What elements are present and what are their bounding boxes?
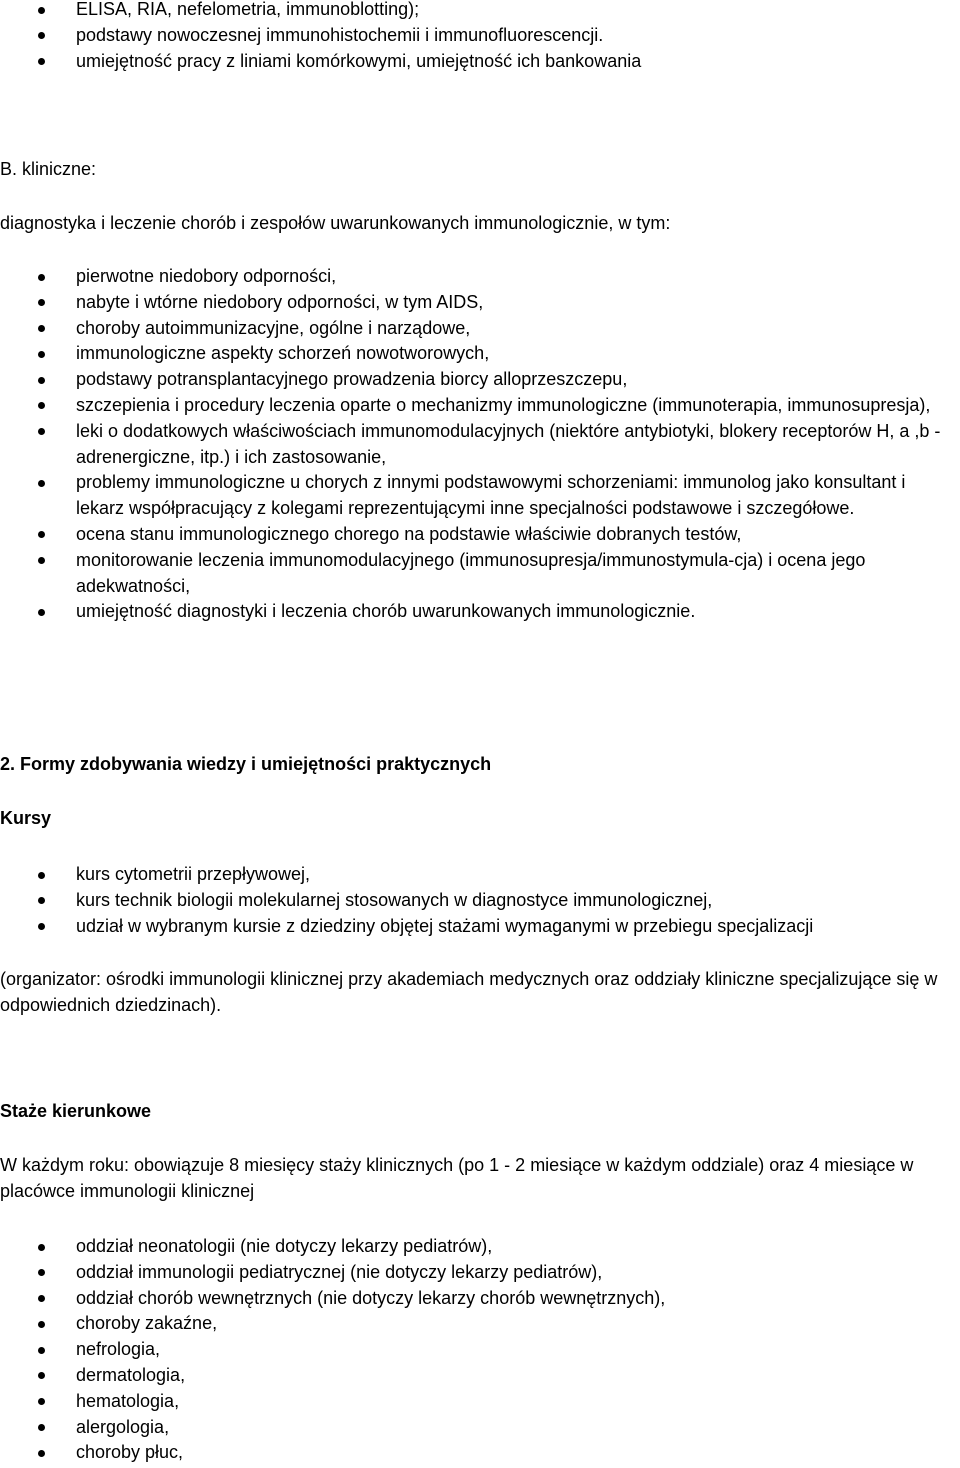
top-bullet-list <box>0 0 958 74</box>
list-item: udział w wybranym kursie z dziedziny objętej stażami wymaganymi w przebiegu specjalizacji <box>0 914 958 940</box>
section-b-bullet-list <box>0 264 958 625</box>
list-item: kurs technik biologii molekularnej stosowanych w diagnostyce immunologicznej, <box>0 888 958 914</box>
list-item: alergologia, <box>0 1415 958 1441</box>
staze-intro-block <box>0 1153 958 1205</box>
list-item: umiejętność pracy z liniami komórkowymi, umiejętność ich bankowania <box>0 49 958 75</box>
top-list-block <box>0 0 958 74</box>
list-item: leki o dodatkowych właściwościach immunomodulacyjnych (niektóre antybiotyki, blokery receptorów H, a ,b - adrenergiczne, itp.) i ich zastosowanie, <box>0 419 958 471</box>
list-item: problemy immunologiczne u chorych z innymi podstawowymi schorzeniami: immunolog jako konsultant i lekarz współpracujący z kolegami reprezentującymi inne specjalności podstawowe i szczegółowe. <box>0 470 958 522</box>
list-item: podstawy potransplantacyjnego prowadzenia biorcy alloprzeszczepu, <box>0 367 958 393</box>
list-item: choroby zakaźne, <box>0 1311 958 1337</box>
list-item: oddział neonatologii (nie dotyczy lekarzy pediatrów), <box>0 1234 958 1260</box>
section-b-heading: B. kliniczne: <box>0 159 97 179</box>
kursy-heading: Kursy <box>0 808 52 828</box>
staze-intro: W każdym roku: obowiązuje 8 miesięcy staży klinicznych (po 1 - 2 miesiące w każdym oddziale) oraz 4 miesiące w placówce immunologii klinicznej <box>0 1155 914 1201</box>
list-item: umiejętność diagnostyki i leczenia chorób uwarunkowanych immunologicznie. <box>0 599 958 625</box>
section-2-heading-block <box>0 752 958 778</box>
staze-heading-block <box>0 1099 958 1125</box>
section-b-intro-block <box>0 211 958 237</box>
staze-heading: Staże kierunkowe <box>0 1101 152 1121</box>
list-item: monitorowanie leczenia immunomodulacyjnego (immunosupresja/immunostymula-cja) i ocena jego adekwatności, <box>0 548 958 600</box>
section-b-list-block <box>0 264 958 625</box>
list-item: szczepienia i procedury leczenia oparte o mechanizmy immunologiczne (immunoterapia, immunosupresja), <box>0 393 958 419</box>
staze-bullet-list <box>0 1234 958 1466</box>
list-item: dermatologia, <box>0 1363 958 1389</box>
section-2-heading: 2. Formy zdobywania wiedzy i umiejętności praktycznych <box>0 754 492 774</box>
section-b-intro: diagnostyka i leczenie chorób i zespołów uwarunkowanych immunologicznie, w tym: <box>0 213 671 233</box>
staze-list-block <box>0 1234 958 1466</box>
list-item: podstawy nowoczesnej immunohistochemii i immunofluorescencji. <box>0 23 958 49</box>
list-item: nabyte i wtórne niedobory odporności, w tym AIDS, <box>0 290 958 316</box>
list-item: ELISA, RIA, nefelometria, immunoblotting); <box>0 0 958 23</box>
list-item: ocena stanu immunologicznego chorego na podstawie właściwie dobranych testów, <box>0 522 958 548</box>
section-b-heading-block <box>0 157 958 183</box>
kursy-list-block <box>0 862 958 939</box>
list-item: pierwotne niedobory odporności, <box>0 264 958 290</box>
list-item: hematologia, <box>0 1389 958 1415</box>
list-item: kurs cytometrii przepływowej, <box>0 862 958 888</box>
kursy-bullet-list <box>0 862 958 939</box>
list-item: choroby autoimmunizacyjne, ogólne i narządowe, <box>0 316 958 342</box>
kursy-note-block <box>0 967 958 1019</box>
list-item: choroby płuc, <box>0 1440 958 1466</box>
list-item: nefrologia, <box>0 1337 958 1363</box>
list-item: oddział chorób wewnętrznych (nie dotyczy lekarzy chorób wewnętrznych), <box>0 1286 958 1312</box>
list-item: oddział immunologii pediatrycznej (nie dotyczy lekarzy pediatrów), <box>0 1260 958 1286</box>
kursy-note: (organizator: ośrodki immunologii klinicznej przy akademiach medycznych oraz oddziały kliniczne specjalizujące się w odpowiednich dziedzinach). <box>0 969 938 1015</box>
kursy-heading-block <box>0 806 958 832</box>
list-item: immunologiczne aspekty schorzeń nowotworowych, <box>0 341 958 367</box>
